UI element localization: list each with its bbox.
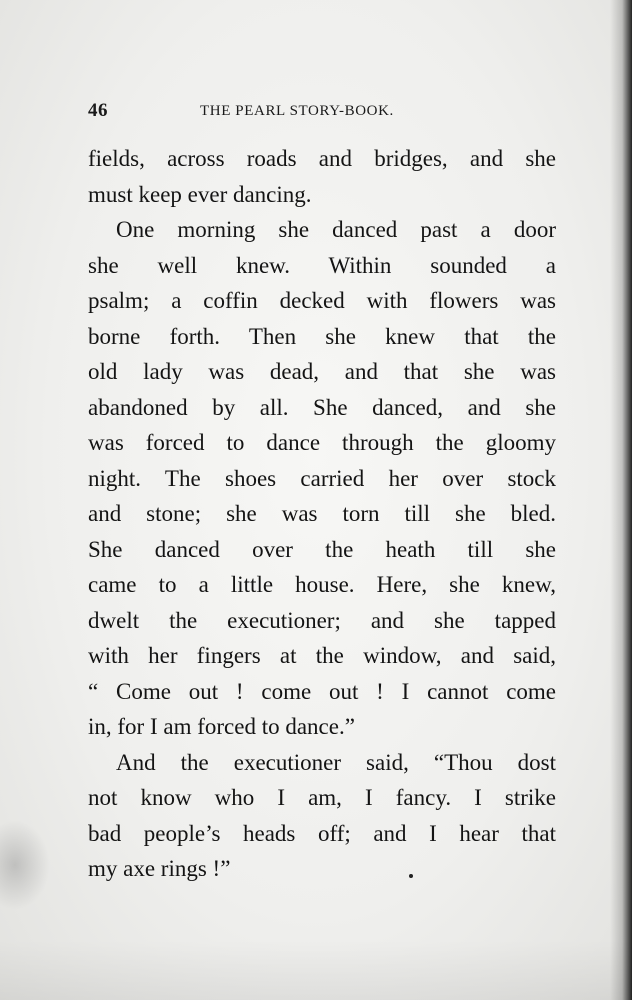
text-line: psalm; a coffin decked with flowers was [88,288,556,313]
text-line: she well knew. Within sounded a [88,252,556,278]
text-line: borne forth. Then she knew that the [88,323,556,349]
text-line: came to a little house. Here, she knew, [88,572,556,597]
body-text [88,141,556,887]
text-line: She danced over the heath till she [88,536,556,562]
running-title: THE PEARL STORY-BOOK. [200,103,394,119]
text-line: One morning she danced past a door [116,217,556,242]
text-line: in, for I am forced to dance.” [88,714,355,739]
paper-stain [0,820,50,910]
text-line: not know who I am, I fancy. I strike [88,785,556,810]
text-line: dwelt the executioner; and she tapped [88,607,556,633]
text-line: and stone; she was torn till she bled. [88,501,556,526]
text-line: fields, across roads and bridges, and she [88,146,556,171]
text-line: my axe rings !” [88,856,231,881]
text-line: night. The shoes carried her over stock [88,465,556,491]
page-number: 46 [88,100,108,121]
page-edge-shadow [610,0,632,1000]
text-line: “ Come out ! come out ! I cannot come [88,678,556,704]
text-line: must keep ever dancing. [88,181,312,207]
bottom-shadow [0,940,632,1000]
text-line: with her fingers at the window, and said, [88,643,556,668]
text-line: old lady was dead, and that she was [88,359,556,384]
page-header [88,100,556,128]
ink-speck [409,874,413,878]
text-line: And the executioner said, “Thou dost [116,749,556,775]
text-line: abandoned by all. She danced, and she [88,394,556,420]
text-line: was forced to dance through the gloomy [88,430,556,455]
text-line: bad people’s heads off; and I hear that [88,820,556,846]
